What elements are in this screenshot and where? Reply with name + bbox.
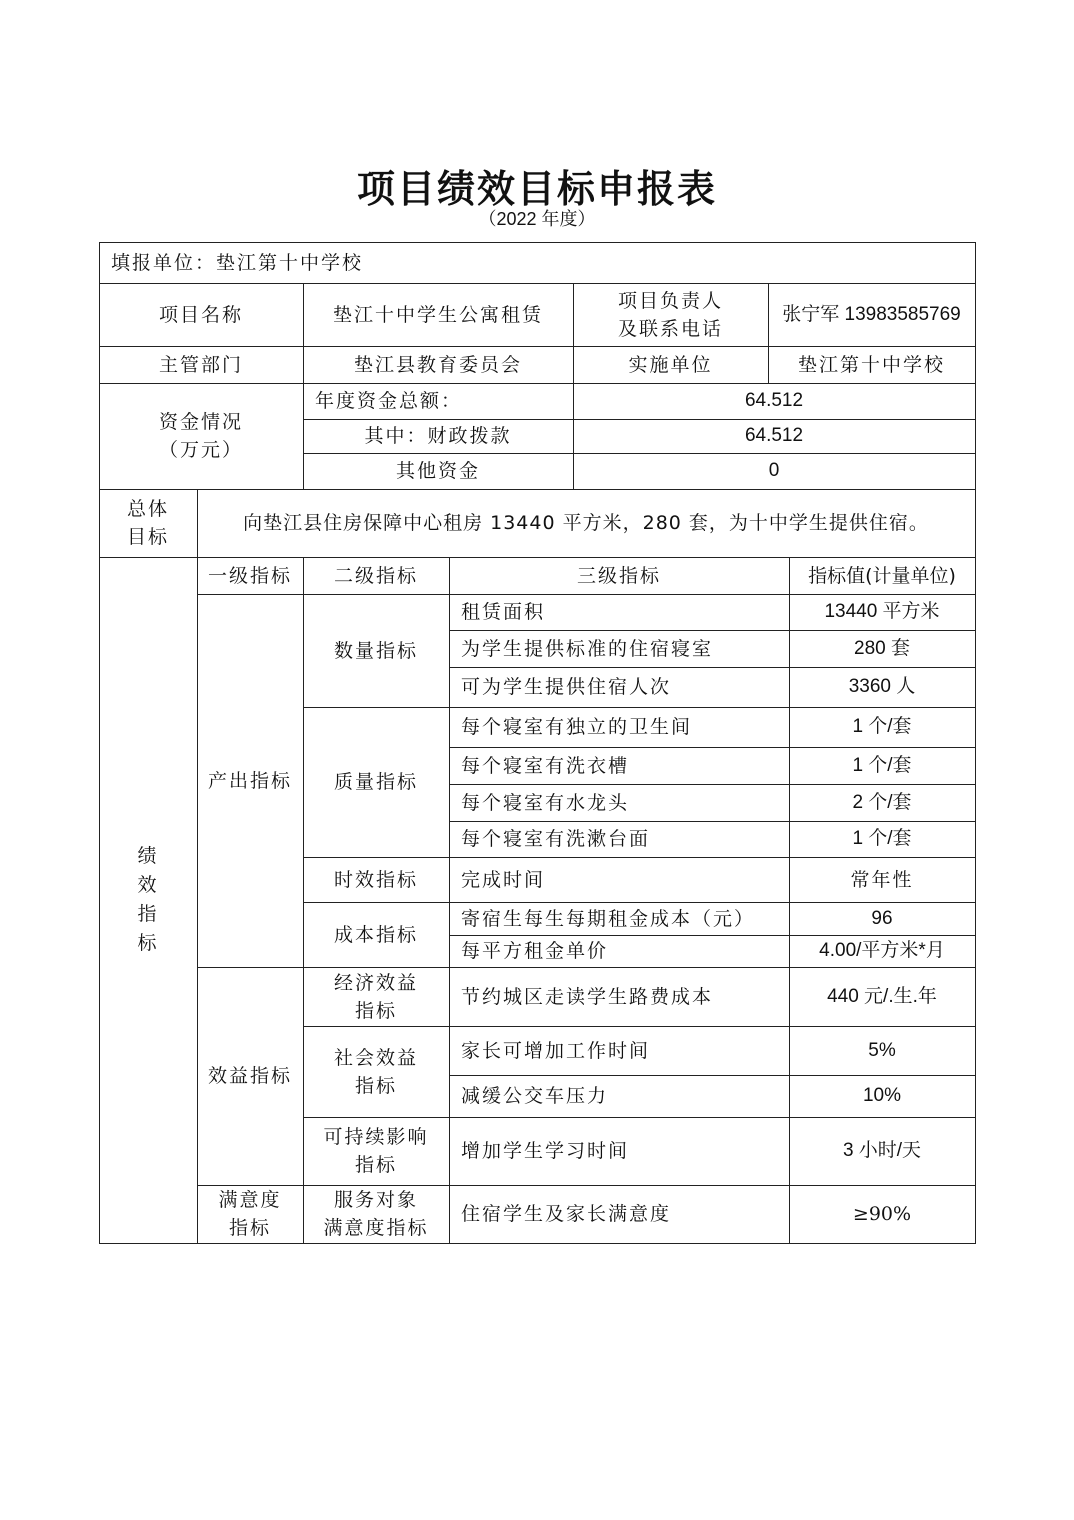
department: 垫江县教育委员会 (353, 353, 522, 376)
indicator-value: 10% (862, 1085, 902, 1106)
level1-benefit: 效益指标 (207, 1065, 292, 1087)
indicator-name: 节约城区走读学生路费成本 (461, 985, 714, 1008)
funds-label-line-2: （万元） (158, 439, 243, 461)
economic-line-1: 经济效益 (333, 971, 418, 994)
sustain-line-1: 可持续影响 (323, 1126, 429, 1148)
satisfaction-line-1: 满意度 (218, 1189, 282, 1211)
owner-label-line-1: 项目负责人 (617, 289, 723, 312)
goal-label-line-1: 总体 (126, 498, 169, 520)
level2-time: 时效指标 (333, 868, 418, 891)
level2-service (303, 1185, 449, 1243)
indicator-value: 1 个/套 (852, 828, 912, 849)
indicator-value: 280 套 (854, 637, 910, 659)
project-owner: 张宁军 13983585769 (782, 303, 961, 325)
indicator-value: 440 元/.生.年 (827, 985, 937, 1007)
indicator-name: 租赁面积 (461, 601, 546, 623)
implementing-unit-label: 实施单位 (628, 353, 713, 376)
funds-other-label: 其他资金 (395, 460, 480, 482)
indicator-value: 2 个/套 (852, 791, 912, 813)
indicator-name: 寄宿生每生每期租金成本（元） (461, 907, 756, 930)
project-owner-label (573, 283, 768, 346)
funds-label (99, 383, 303, 489)
performance-indicators-label (99, 557, 197, 1243)
sustain-line-2: 指标 (354, 1154, 397, 1176)
funds-other: 0 (768, 460, 780, 481)
indicator-name: 可为学生提供住宿人次 (461, 676, 672, 698)
indicator-value: ≥90% (852, 1203, 912, 1225)
funds-label-line-1: 资金情况 (158, 411, 243, 433)
indicator-name: 每平方租金单价 (461, 940, 609, 962)
level2-quality: 质量指标 (333, 771, 418, 793)
table-border-right (975, 242, 976, 1244)
header-value: 指标值(计量单位) (808, 564, 956, 587)
indicator-name: 每个寝室有水龙头 (461, 791, 630, 814)
funds-total: 64.512 (744, 390, 804, 411)
document-title: 项目绩效目标申报表 (356, 166, 717, 211)
performance-indicators-text: 绩效指标 (137, 845, 159, 954)
document-year: （2022 年度） (478, 209, 596, 229)
indicator-name: 为学生提供标准的住宿寝室 (461, 637, 714, 660)
economic-line-2: 指标 (354, 999, 397, 1022)
indicator-name: 每个寝室有独立的卫生间 (461, 716, 693, 738)
indicator-name: 家长可增加工作时间 (461, 1039, 651, 1062)
social-line-1: 社会效益 (333, 1046, 418, 1069)
indicator-value: 常年性 (850, 868, 914, 891)
social-line-2: 指标 (354, 1074, 397, 1097)
indicator-value: 1 个/套 (852, 754, 912, 776)
level1-satisfaction (197, 1185, 303, 1243)
reporting-unit: 填报单位：垫江第十中学校 (111, 251, 364, 274)
level2-cost: 成本指标 (333, 923, 418, 946)
level2-sustainable (303, 1117, 449, 1185)
overall-goal-label (99, 489, 197, 557)
indicator-value: 1 个/套 (852, 716, 912, 737)
implementing-unit: 垫江第十中学校 (797, 353, 945, 376)
indicator-name: 住宿学生及家长满意度 (461, 1203, 672, 1225)
level2-quantity: 数量指标 (333, 639, 418, 662)
funds-total-label: 年度资金总额： (315, 390, 463, 412)
indicator-name: 完成时间 (461, 868, 546, 891)
header-level-1: 一级指标 (207, 564, 292, 587)
funds-fiscal-label: 其中：财政拨款 (364, 425, 512, 447)
satisfaction-line-2: 指标 (228, 1217, 271, 1239)
funds-fiscal: 64.512 (744, 425, 804, 446)
header-level-3: 三级指标 (576, 564, 661, 587)
overall-goal-text: 向垫江县住房保障中心租房 13440 平方米，280 套，为十中学生提供住宿。 (243, 512, 929, 534)
indicator-value: 4.00/平方米*月 (819, 940, 945, 961)
goal-label-line-2: 目标 (126, 526, 169, 548)
indicator-name: 每个寝室有洗漱台面 (461, 828, 651, 850)
indicator-value: 13440 平方米 (824, 601, 940, 622)
indicator-name: 减缓公交车压力 (461, 1085, 609, 1107)
indicator-value: 3 小时/天 (842, 1140, 922, 1161)
service-line-1: 服务对象 (333, 1189, 418, 1211)
indicator-value: 5% (868, 1039, 896, 1061)
table-border-bottom (99, 1243, 976, 1244)
department-label: 主管部门 (158, 353, 243, 376)
owner-label-line-2: 及联系电话 (617, 317, 723, 340)
level2-economic (303, 967, 449, 1026)
indicator-value: 96 (871, 907, 893, 929)
level2-social (303, 1026, 449, 1117)
indicator-name: 每个寝室有洗衣槽 (461, 754, 630, 777)
level1-output: 产出指标 (207, 769, 292, 792)
indicator-name: 增加学生学习时间 (461, 1140, 630, 1162)
indicator-value: 3360 人 (848, 676, 916, 697)
project-name-label: 项目名称 (158, 303, 243, 326)
project-name: 垫江十中学生公寓租赁 (332, 303, 543, 326)
service-line-2: 满意度指标 (323, 1217, 429, 1239)
header-level-2: 二级指标 (333, 564, 418, 587)
